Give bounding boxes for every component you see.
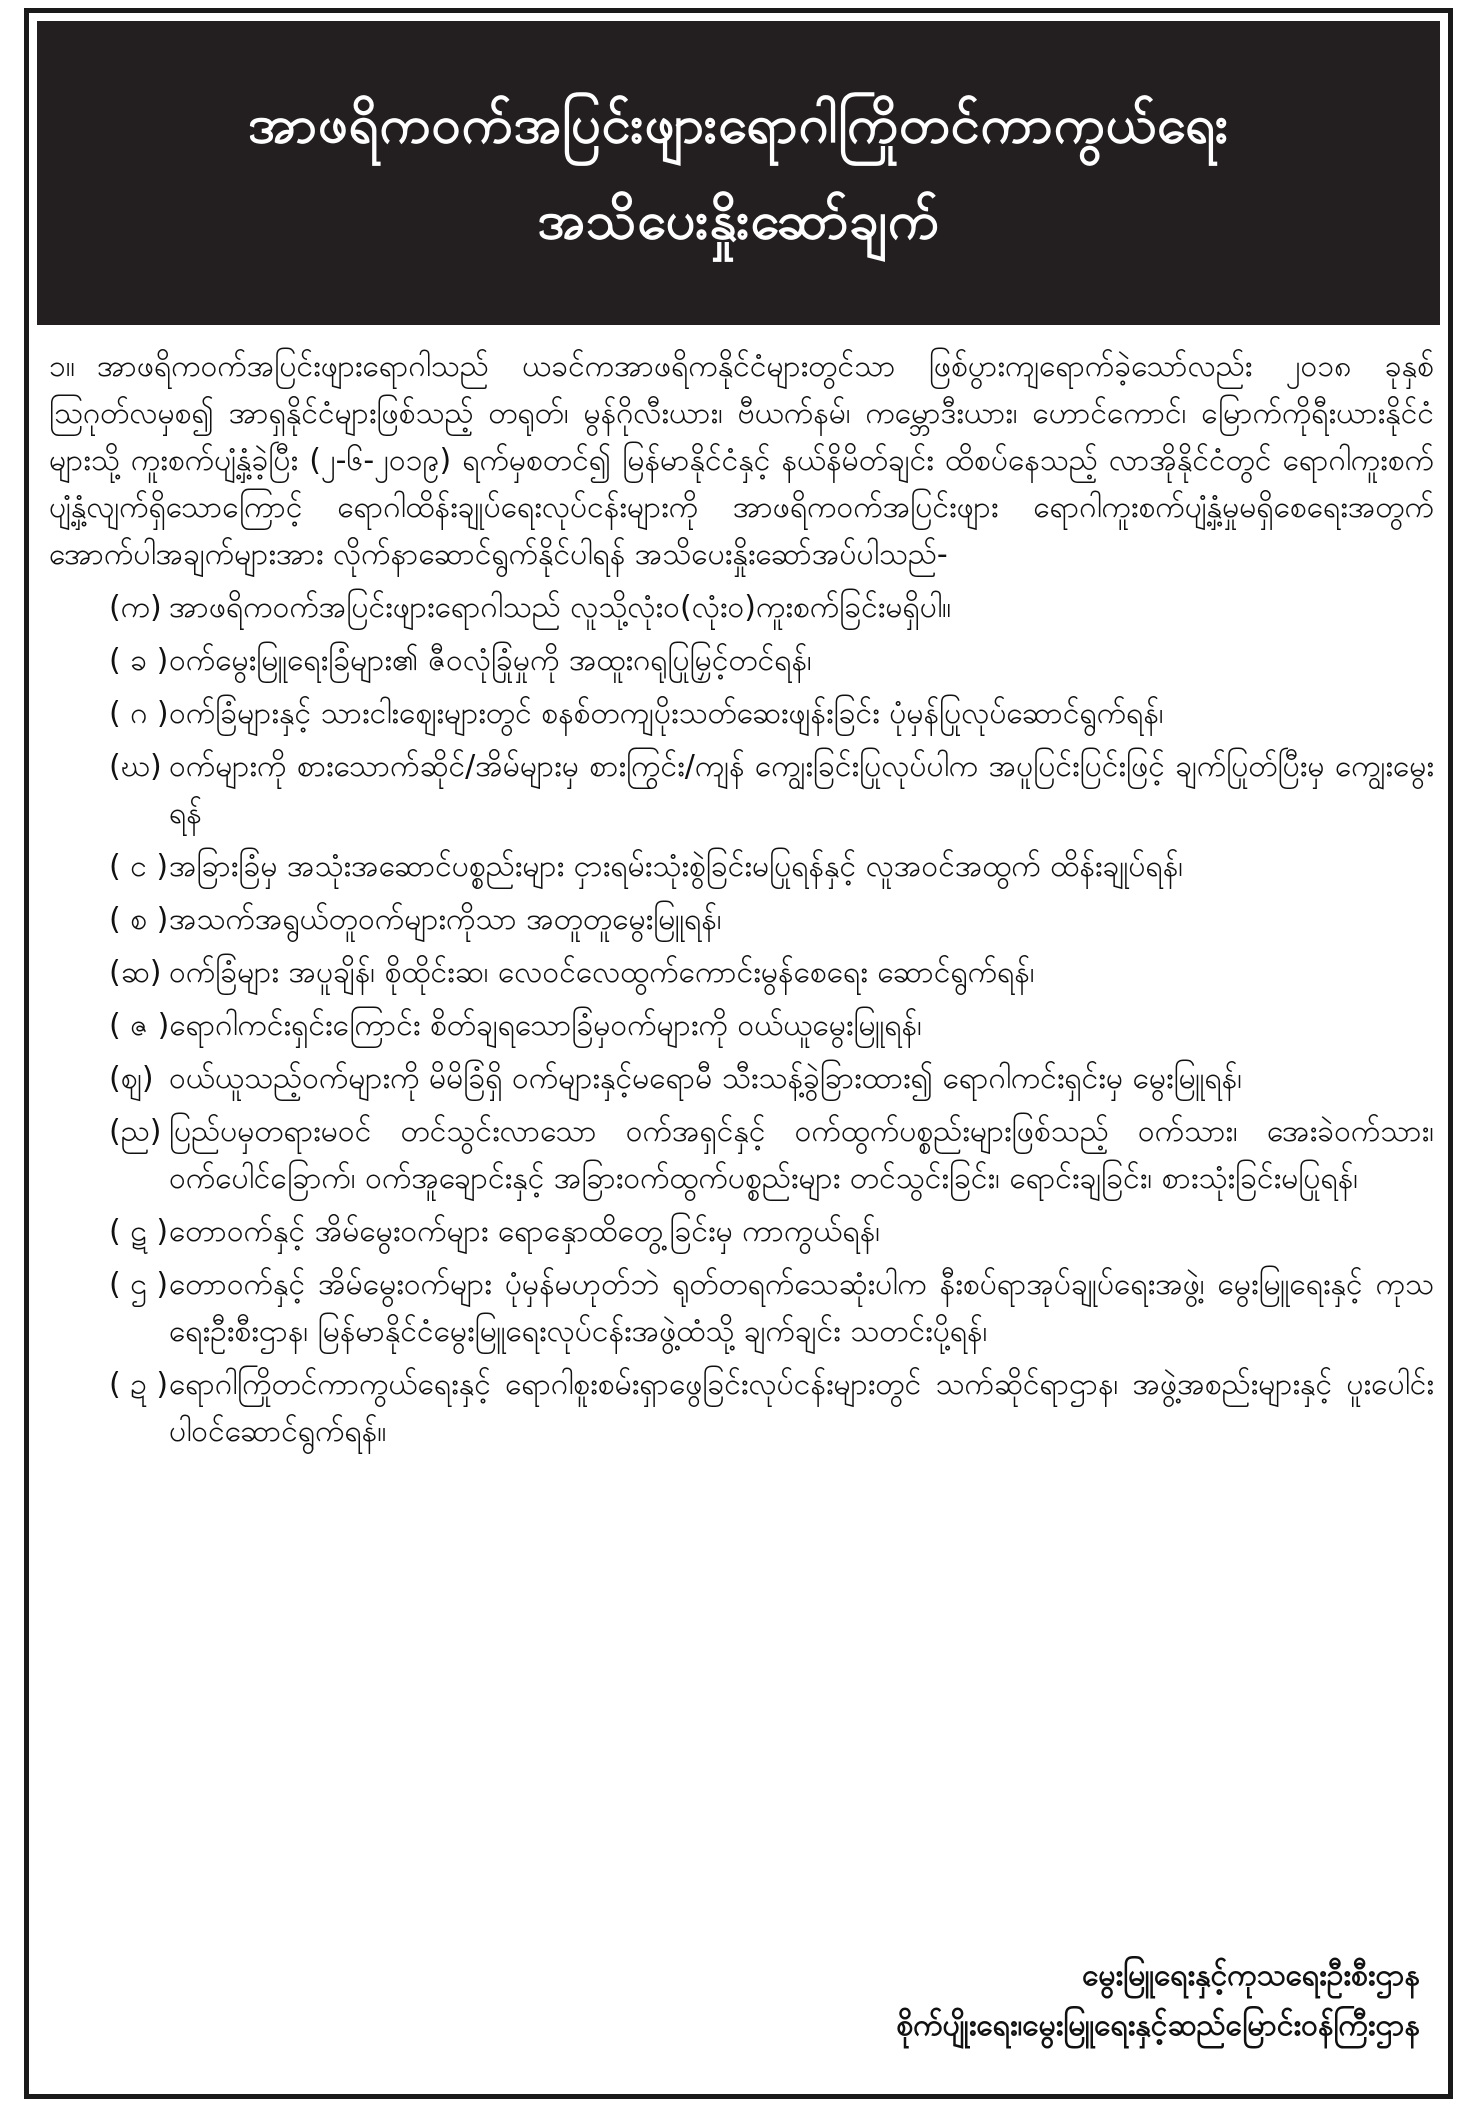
list-item-text: ဝယ်ယူသည့်ဝက်များကို မိမိခြံရှိ ဝက်များနှင့်မရောမီ သီးသန့်ခွဲခြားထား၍ ရောဂါကင်းရှင်းမှ မွေးမြူရန်၊ xyxy=(169,1061,1242,1096)
list-item xyxy=(49,1261,1434,1355)
list-item xyxy=(49,1208,1434,1255)
list-item-marker: ( ဌ ) xyxy=(109,1267,169,1302)
signature-ministry: စိုက်ပျိုးရေး၊မွေးမြူရေးနှင့်ဆည်မြောင်းဝန်ကြီးဌာန xyxy=(896,2008,1420,2043)
list-item xyxy=(49,637,1434,684)
list-item-text: ပြည်ပမှတရားမဝင် တင်သွင်းလာသော ဝက်အရှင်နှင့် ဝက်ထွက်ပစ္စည်းများဖြစ်သည့် ဝက်သား၊ အေးခဲဝက်သား၊ ဝက်ပေါင်ခြောက်၊ ဝက်အူချောင်းနှင့် အခြားဝက်ထွက်ပစ္စည်းများ တင်သွင်းခြင်း၊ ရောင်းချခြင်း၊ စားသုံးခြင်းမပြုရန်၊ xyxy=(169,1114,1434,1196)
list-item-marker: ( ဂ ) xyxy=(109,696,169,731)
list-item-marker: ( ဋ ) xyxy=(109,1214,169,1249)
list-item-marker: (က) xyxy=(109,590,162,625)
list-item-text: ရောဂါကြိုတင်ကာကွယ်ရေးနှင့် ရောဂါစူးစမ်းရှာဖွေခြင်းလုပ်ငန်းများတွင် သက်ဆိုင်ရာဌာန၊ အဖွဲ့အစည်းများနှင့် ပူးပေါင်းပါဝင်ဆောင်ရွက်ရန်။ xyxy=(169,1367,1434,1449)
notice-subtitle: အသိပေးနှိုးဆော်ချက် xyxy=(537,191,940,251)
list-item-marker: (ဆ) xyxy=(109,955,162,990)
list-item-text: တောဝက်နှင့် အိမ်မွေးဝက်များ ပုံမှန်မဟုတ်ဘဲ ရုတ်တရက်သေဆုံးပါက နီးစပ်ရာအုပ်ချုပ်ရေးအဖွဲ့၊ မွေးမြူရေးနှင့် ကုသရေးဦးစီးဌာန၊ မြန်မာနိုင်ငံမွေးမြူရေးလုပ်ငန်းအဖွဲ့ထံသို့ ချက်ချင်း သတင်းပို့ရန်၊ xyxy=(169,1267,1434,1349)
list-item xyxy=(49,1002,1434,1049)
list-item xyxy=(49,743,1434,837)
list-item xyxy=(49,896,1434,943)
list-item xyxy=(49,1108,1434,1202)
intro-text: အာဖရိကဝက်အပြင်းဖျားရောဂါသည် ယခင်ကအာဖရိကနိုင်ငံများတွင်သာ ဖြစ်ပွားကျရောက်ခဲ့သော်လည်း ၂၀၁၈ ခုနှစ် ဩဂုတ်လမှစ၍ အာရှနိုင်ငံများဖြစ်သည့် တရုတ်၊ မွန်ဂိုလီးယား၊ ဗီယက်နမ်၊ ကမ္ဘောဒီးယား၊ ဟောင်ကောင်၊ မြောက်ကိုရီးယားနိုင်ငံများသို့ ကူးစက်ပျံ့နှံ့ခဲ့ပြီး (၂-၆-၂၀၁၉) ရက်မှစတင်၍ မြန်မာနိုင်ငံနှင့် နယ်နိမိတ်ချင်း ထိစပ်နေသည့် လာအိုနိုင်ငံတွင် ရောဂါကူးစက်ပျံ့နှံ့လျက်ရှိသောကြောင့် ရောဂါထိန်းချုပ်ရေးလုပ်ငန်းများကို အာဖရိကဝက်အပြင်းဖျား ရောဂါကူးစက်ပျံ့နှံ့မှုမရှိစေရေးအတွက် အောက်ပါအချက်များအား လိုက်နာဆောင်ရွက်နိုင်ပါရန် အသိပေးနှိုးဆော်အပ်ပါသည်- xyxy=(49,349,1434,572)
list-item xyxy=(49,1361,1434,1455)
notice-body xyxy=(49,343,1434,1461)
list-item-marker: (ဈ) xyxy=(109,1061,154,1096)
intro-paragraph xyxy=(49,343,1434,578)
list-item-marker: ( ဇ ) xyxy=(109,1008,170,1043)
list-item-text: အာဖရိကဝက်အပြင်းဖျားရောဂါသည် လူသို့လုံးဝ(လုံးဝ)ကူးစက်ခြင်းမရှိပါ။ xyxy=(169,590,952,625)
list-item-text: ဝက်ခြံများနှင့် သားငါးဈေးများတွင် စနစ်တကျပိုးသတ်ဆေးဖျန်းခြင်း ပုံမှန်ပြုလုပ်ဆောင်ရွက်ရန်၊ xyxy=(169,696,1164,731)
list-item xyxy=(49,690,1434,737)
list-item xyxy=(49,584,1434,631)
list-item-text: အခြားခြံမှ အသုံးအဆောင်ပစ္စည်းများ ငှားရမ်းသုံးစွဲခြင်းမပြုရန်နှင့် လူအဝင်အထွက် ထိန်းချုပ်ရန်၊ xyxy=(169,849,1183,884)
list-item-text: ဝက်ခြံများ အပူချိန်၊ စိုထိုင်းဆ၊ လေဝင်လေထွက်ကောင်းမွန်စေရေး ဆောင်ရွက်ရန်၊ xyxy=(169,955,1035,990)
notice-title: အာဖရိကဝက်အပြင်းဖျားရောဂါကြိုတင်ကာကွယ်ရေး xyxy=(247,95,1230,155)
list-item-text: တောဝက်နှင့် အိမ်မွေးဝက်များ ရောနှောထိတွေ့ခြင်းမှ ကာကွယ်ရန်၊ xyxy=(169,1214,880,1249)
intro-number: ၁။ xyxy=(49,349,75,384)
instruction-list xyxy=(49,584,1434,1455)
list-item-text: ရောဂါကင်းရှင်းကြောင်း စိတ်ချရသောခြံမှဝက်များကို ဝယ်ယူမွေးမြူရန်၊ xyxy=(169,1008,922,1043)
list-item xyxy=(49,1055,1434,1102)
list-item-text: ဝက်မွေးမြူရေးခြံများ၏ ဇီဝလုံခြုံမှုကို အထူးဂရုပြုမြှင့်တင်ရန်၊ xyxy=(169,643,812,678)
signature-block xyxy=(896,1951,1420,2051)
list-item-text: ဝက်များကို စားသောက်ဆိုင်/အိမ်များမှ စားကြွင်း/ကျန် ကျွေးခြင်းပြုလုပ်ပါက အပူပြင်းပြင်းဖြင့် ချက်ပြုတ်ပြီးမှ ကျွေးမွေးရန် xyxy=(169,749,1434,831)
list-item xyxy=(49,949,1434,996)
list-item-marker: ( စ ) xyxy=(109,902,169,937)
list-item xyxy=(49,843,1434,890)
signature-department: မွေးမြူရေးနှင့်ကုသရေးဦးစီးဌာန xyxy=(1082,1958,1420,1993)
list-item-marker: ( ခ ) xyxy=(109,643,169,678)
list-item-marker: ( င ) xyxy=(109,849,169,884)
list-item-marker: (ည) xyxy=(109,1114,162,1149)
list-item-marker: ( ဍ ) xyxy=(109,1367,169,1402)
list-item-text: အသက်အရွယ်တူဝက်များကိုသာ အတူတူမွေးမြူရန်၊ xyxy=(169,902,722,937)
list-item-marker: (ဃ) xyxy=(109,749,162,784)
notice-frame xyxy=(24,8,1453,2099)
title-banner xyxy=(37,21,1440,325)
